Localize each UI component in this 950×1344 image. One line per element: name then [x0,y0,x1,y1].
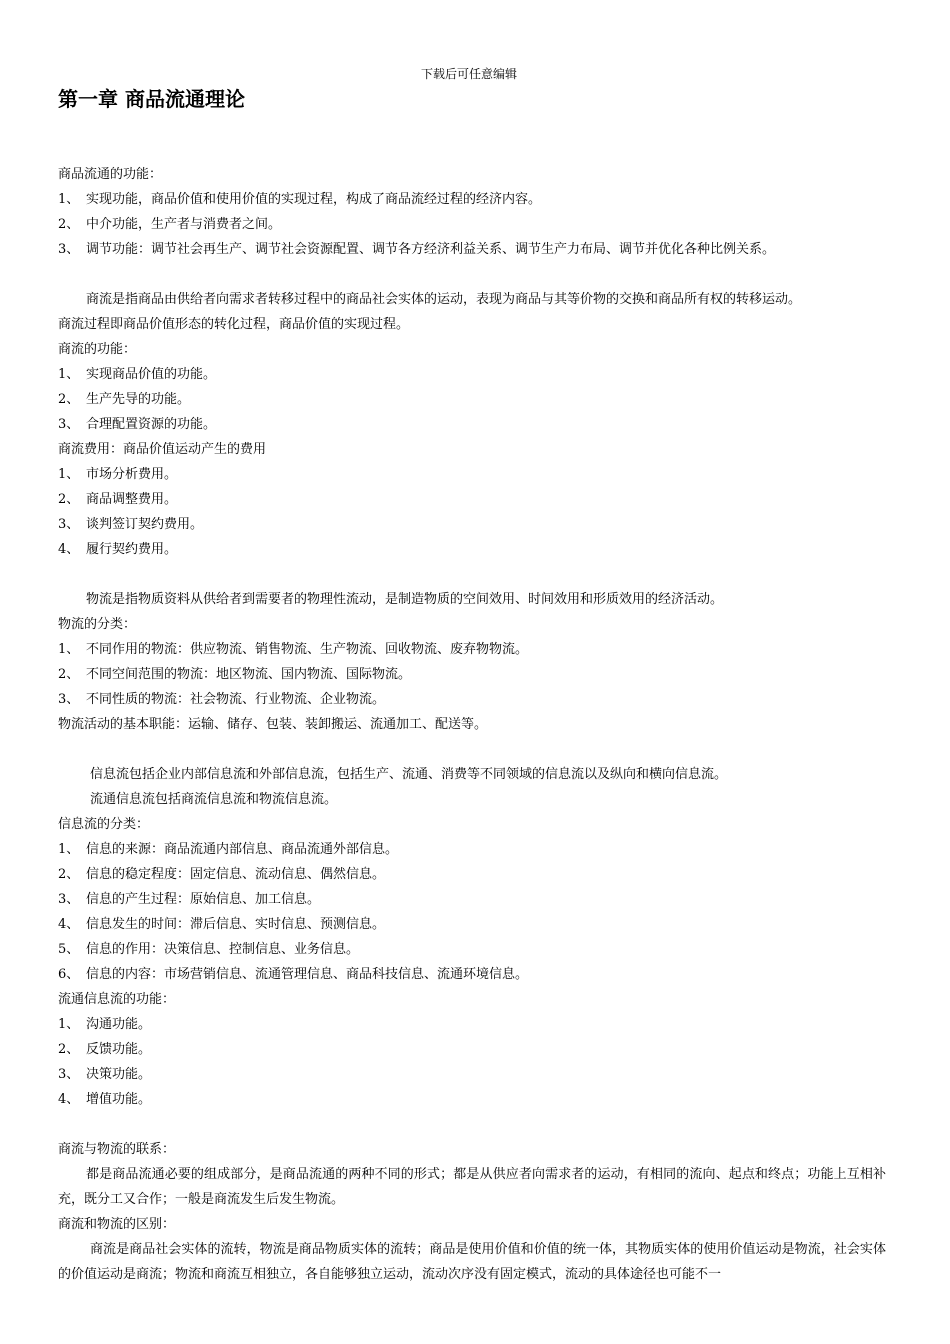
list-item [58,512,886,537]
list-number: 1、 [58,1017,80,1032]
list-number: 3、 [58,417,80,432]
list-item [58,837,886,862]
list-text: 沟通功能。 [86,1017,152,1032]
list-text: 实现功能，商品价值和使用价值的实现过程，构成了商品流经过程的经济内容。 [86,192,542,207]
list-text: 中介功能，生产者与消费者之间。 [86,217,282,232]
list-text: 信息的产生过程：原始信息、加工信息。 [86,892,321,907]
commerce-definition-continued: 商流过程即商品价值形态的转化过程，商品价值的实现过程。 [58,317,410,332]
list-text: 调节功能：调节社会再生产、调节社会资源配置、调节各方经济利益关系、调节生产力布局、调节并优化各种比例关系。 [86,242,776,257]
list-item [58,387,886,412]
list-number: 2、 [58,492,80,507]
list-number: 5、 [58,942,80,957]
chapter-title: 第一章 商品流通理论 [58,87,245,111]
list-text: 信息发生的时间：滞后信息、实时信息、预测信息。 [86,917,386,932]
list-text: 谈判签订契约费用。 [86,517,204,532]
list-number: 3、 [58,517,80,532]
section-heading-difference: 商流和物流的区别： [58,1217,176,1232]
difference-paragraph: 商流是商品社会实体的流转，物流是商品物质实体的流转；商品是使用价值和价值的统一体，其物质实体的使用价值运动是物流，社会实体的价值运动是商流；物流和商流互相独立，各自能够独立运动，流动次序没有固定模式，流动的具体途径也可能不一 [58,1242,886,1282]
section-heading-relation: 商流与物流的联系： [58,1142,176,1157]
info-definition: 信息流包括企业内部信息流和外部信息流，包括生产、流通、消费等不同领域的信息流以及纵向和横向信息流。 [90,767,728,782]
list-item [58,937,886,962]
list-text: 市场分析费用。 [86,467,178,482]
list-number: 1、 [58,367,80,382]
info-definition-continued: 流通信息流包括商流信息流和物流信息流。 [90,792,338,807]
list-item [58,362,886,387]
list-number: 1、 [58,192,80,207]
list-item [58,862,886,887]
section-heading-logistics-class: 物流的分类： [58,617,137,632]
list-number: 2、 [58,1042,80,1057]
list-number: 3、 [58,242,80,257]
list-number: 2、 [58,217,80,232]
list-number: 6、 [58,967,80,982]
list-item [58,637,886,662]
list-number: 4、 [58,1092,80,1107]
list-text: 不同性质的物流：社会物流、行业物流、企业物流。 [86,692,386,707]
list-item [58,212,886,237]
list-item [58,1062,886,1087]
logistics-function: 物流活动的基本职能：运输、储存、包装、装卸搬运、流通加工、配送等。 [58,717,488,732]
list-number: 1、 [58,842,80,857]
list-item [58,1012,886,1037]
commerce-definition: 商流是指商品由供给者向需求者转移过程中的商品社会实体的运动，表现为商品与其等价物的交换和商品所有权的转移运动。 [86,292,802,307]
list-text: 反馈功能。 [86,1042,152,1057]
list-text: 合理配置资源的功能。 [86,417,217,432]
list-item [58,912,886,937]
list-text: 信息的作用：决策信息、控制信息、业务信息。 [86,942,360,957]
section-heading-circulation-function: 商品流通的功能： [58,167,163,182]
list-item [58,412,886,437]
list-item [58,962,886,987]
list-number: 2、 [58,867,80,882]
list-item [58,537,886,562]
list-text: 信息的稳定程度：固定信息、流动信息、偶然信息。 [86,867,386,882]
list-text: 信息的来源：商品流通内部信息、商品流通外部信息。 [86,842,399,857]
section-heading-info-class: 信息流的分类： [58,817,150,832]
list-number: 4、 [58,917,80,932]
list-text: 不同空间范围的物流：地区物流、国内物流、国际物流。 [86,667,412,682]
list-item [58,462,886,487]
relation-paragraph: 都是商品流通必要的组成部分，是商品流通的两种不同的形式；都是从供应者向需求者的运动，有相同的流向、起点和终点；功能上互相补充，既分工又合作；一般是商流发生后发生物流。 [58,1167,886,1207]
list-number: 4、 [58,542,80,557]
list-item [58,187,886,212]
list-number: 2、 [58,392,80,407]
list-number: 1、 [58,642,80,657]
list-text: 决策功能。 [86,1067,152,1082]
list-text: 实现商品价值的功能。 [86,367,217,382]
list-text: 不同作用的物流：供应物流、销售物流、生产物流、回收物流、废弃物物流。 [86,642,529,657]
list-item [58,487,886,512]
list-text: 商品调整费用。 [86,492,178,507]
list-number: 3、 [58,1067,80,1082]
list-item [58,237,886,262]
list-text: 信息的内容：市场营销信息、流通管理信息、商品科技信息、流通环境信息。 [86,967,529,982]
list-item [58,687,886,712]
list-item [58,1037,886,1062]
list-text: 履行契约费用。 [86,542,178,557]
list-item [58,662,886,687]
list-item [58,887,886,912]
logistics-definition: 物流是指物质资料从供给者到需要者的物理性流动，是制造物质的空间效用、时间效用和形质效用的经济活动。 [86,592,724,607]
section-heading-commerce-function: 商流的功能： [58,342,137,357]
list-number: 3、 [58,892,80,907]
header-note: 下载后可任意编辑 [420,67,517,81]
list-number: 1、 [58,467,80,482]
list-text: 增值功能。 [86,1092,152,1107]
section-heading-commerce-cost: 商流费用：商品价值运动产生的费用 [58,442,267,457]
list-text: 生产先导的功能。 [86,392,191,407]
list-item [58,1087,886,1112]
list-number: 2、 [58,667,80,682]
document-body [58,162,886,1287]
section-heading-info-function: 流通信息流的功能： [58,992,176,1007]
list-number: 3、 [58,692,80,707]
